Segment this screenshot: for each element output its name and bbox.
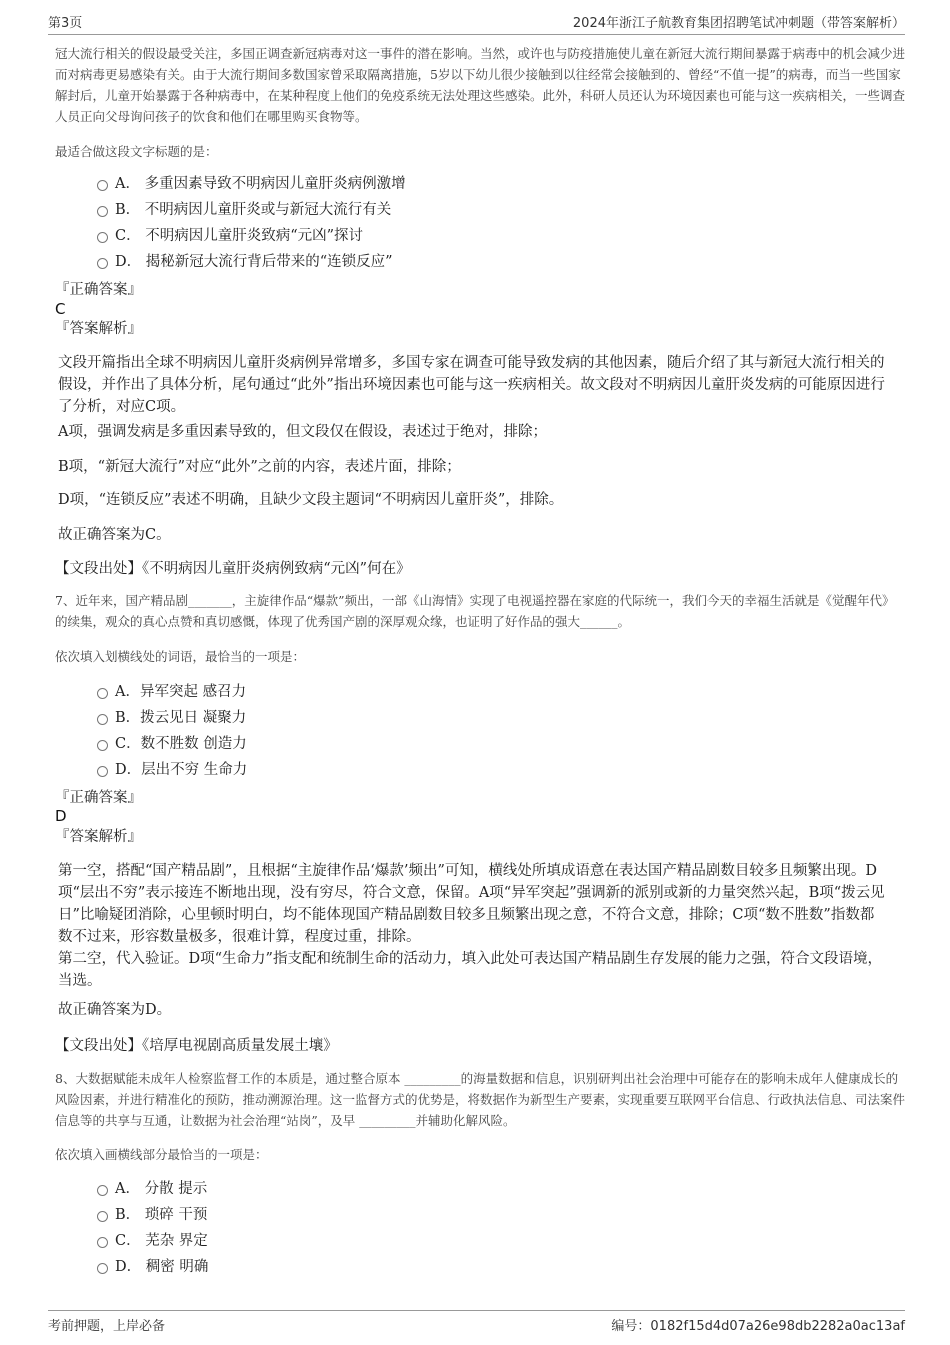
radio-icon[interactable] xyxy=(97,1237,108,1248)
radio-icon[interactable] xyxy=(97,688,108,699)
q7-analysis-label: 『答案解析』 xyxy=(55,829,142,845)
q7-options xyxy=(55,679,905,783)
q7-analysis-2: 第二空，代入验证。D项“生命力”指支配和统制生命的活动力，填入此处可表达国产精品剧生存发展的能力之强，符合文段语境，当选。 xyxy=(58,951,882,989)
q8-prompt: 依次填入画横线部分最恰当的一项是： xyxy=(55,1147,268,1162)
radio-icon[interactable] xyxy=(97,180,108,191)
radio-icon[interactable] xyxy=(97,1211,108,1222)
q7-analysis-3: 故正确答案为D。 xyxy=(58,1002,172,1018)
q8-stem: 8、大数据赋能未成年人检察监督工作的本质是，通过整合原本 _________的海量数据和信息，识别研判出社会治理中可能存在的影响未成年人健康成长的风险因素，并进行精准化的预防，推动溯源治理。这一监督方式的优势是，将数据作为新型生产要素，实现重要互联网平台信息、行政执法信息、司法案件信息等的共享与互通，让数据为社会治理“站岗”，及早 _________并辅助化解风险。 xyxy=(55,1071,906,1128)
radio-icon[interactable] xyxy=(97,232,108,243)
document-title: 2024年浙江子航教育集团招聘笔试冲刺题（带答案解析） xyxy=(572,16,905,31)
q6-option-c[interactable]: C． 不明病因儿童肝炎致病“元凶”探讨 xyxy=(55,223,905,249)
q7-option-a[interactable]: A．异军突起 感召力 xyxy=(55,679,905,705)
q6-analysis-1: 文段开篇指出全球不明病因儿童肝炎病例异常增多，多国专家在调查可能导致发病的其他因素，随后介绍了其与新冠大流行相关的假设，并作出了具体分析，尾句通过“此外”指出环境因素也可能与这一疾病相关。故文段对不明病因儿童肝炎发病的可能原因进行了分析，对应C项。 xyxy=(58,355,885,415)
q6-passage: 冠大流行相关的假设最受关注，多国正调查新冠病毒对这一事件的潜在影响。当然，或许也与防疫措施使儿童在新冠大流行期间暴露于病毒中的机会减少进而对病毒更易感染有关。由于大流行期间多数国家曾采取隔离措施，5岁以下幼儿很少接触到以往经常会接触到的、曾经“不值一提”的病毒，而当一些国家解封后，儿童开始暴露于各种病毒中，在某种程度上他们的免疫系统无法处理这些感染。此外，科研人员还认为环境因素也可能与这一疾病相关，一些调查人员正向父母询问孩子的饮食和他们在哪里购买食物等。 xyxy=(55,46,906,124)
q8-option-b[interactable]: B． 琐碎 干预 xyxy=(55,1202,905,1228)
page-header xyxy=(48,10,905,35)
footer-slogan: 考前押题，上岸必备 xyxy=(48,1319,166,1334)
q7-analysis-1: 第一空，搭配“国产精品剧”，且根据“主旋律作品‘爆款’频出”可知，横线处所填成语意在表达国产精品剧数目较多且频繁出现。D项“层出不穷”表示接连不断地出现，没有穷尽，符合文意，保留。A项“异军突起”强调新的派别或新的力量突然兴起，B项“拨云见日”比喻疑团消除，心里顿时明白，均不能体现国产精品剧数目较多且频繁出现之意，不符合文意，排除；C项“数不胜数”指数都数不过来，形容数量极多，很难计算，程度过重，排除。 xyxy=(58,863,885,945)
radio-icon[interactable] xyxy=(97,714,108,725)
q6-analysis-label: 『答案解析』 xyxy=(55,321,142,337)
q7-stem: 7、近年来，国产精品剧_______，主旋律作品“爆款”频出，一部《山海情》实现了电视遥控器在家庭的代际统一，我们今天的幸福生活就是《觉醒年代》的续集，观众的真心点赞和真切感慨，体现了优秀国产剧的深厚观众缘，也证明了好作品的强大______。 xyxy=(55,593,895,629)
q8-option-c[interactable]: C． 芜杂 界定 xyxy=(55,1228,905,1254)
q7-option-c[interactable]: C．数不胜数 创造力 xyxy=(55,731,905,757)
q7-source: 【文段出处】《培厚电视剧高质量发展土壤》 xyxy=(55,1038,338,1054)
q7-prompt: 依次填入划横线处的词语，最恰当的一项是： xyxy=(55,649,306,664)
radio-icon[interactable] xyxy=(97,1185,108,1196)
q8-options xyxy=(55,1176,905,1280)
q6-analysis-5: 故正确答案为C。 xyxy=(58,527,171,543)
q6-options xyxy=(55,171,905,275)
q6-analysis-4: D项，“连锁反应”表述不明确，且缺少文段主题词“不明病因儿童肝炎”，排除。 xyxy=(58,492,564,508)
q6-answer-label: 『正确答案』 xyxy=(55,282,142,298)
q7-answer: D xyxy=(55,807,67,825)
radio-icon[interactable] xyxy=(97,740,108,751)
radio-icon[interactable] xyxy=(97,206,108,217)
radio-icon[interactable] xyxy=(97,766,108,777)
q6-answer: C xyxy=(55,300,66,318)
page-number: 第3页 xyxy=(48,16,83,31)
q6-prompt: 最适合做这段文字标题的是： xyxy=(55,144,218,159)
document-id: 编号：0182f15d4d07a26e98db2282a0ac13af xyxy=(611,1319,905,1334)
radio-icon[interactable] xyxy=(97,258,108,269)
q6-analysis-3: B项，“新冠大流行”对应“此外”之前的内容，表述片面，排除； xyxy=(58,459,461,475)
q6-analysis-2: A项，强调发病是多重因素导致的，但文段仅在假设，表述过于绝对，排除； xyxy=(58,424,547,440)
q6-option-a[interactable]: A． 多重因素导致不明病因儿童肝炎病例激增 xyxy=(55,171,905,197)
radio-icon[interactable] xyxy=(97,1263,108,1274)
page-footer xyxy=(48,1310,905,1337)
q7-option-d[interactable]: D．层出不穷 生命力 xyxy=(55,757,905,783)
q7-answer-label: 『正确答案』 xyxy=(55,790,142,806)
q6-option-d[interactable]: D． 揭秘新冠大流行背后带来的“连锁反应” xyxy=(55,249,905,275)
q8-option-d[interactable]: D． 稠密 明确 xyxy=(55,1254,905,1280)
q6-option-b[interactable]: B． 不明病因儿童肝炎或与新冠大流行有关 xyxy=(55,197,905,223)
q7-option-b[interactable]: B．拨云见日 凝聚力 xyxy=(55,705,905,731)
q6-source: 【文段出处】《不明病因儿童肝炎病例致病“元凶”何在》 xyxy=(55,561,411,577)
q8-option-a[interactable]: A． 分散 提示 xyxy=(55,1176,905,1202)
